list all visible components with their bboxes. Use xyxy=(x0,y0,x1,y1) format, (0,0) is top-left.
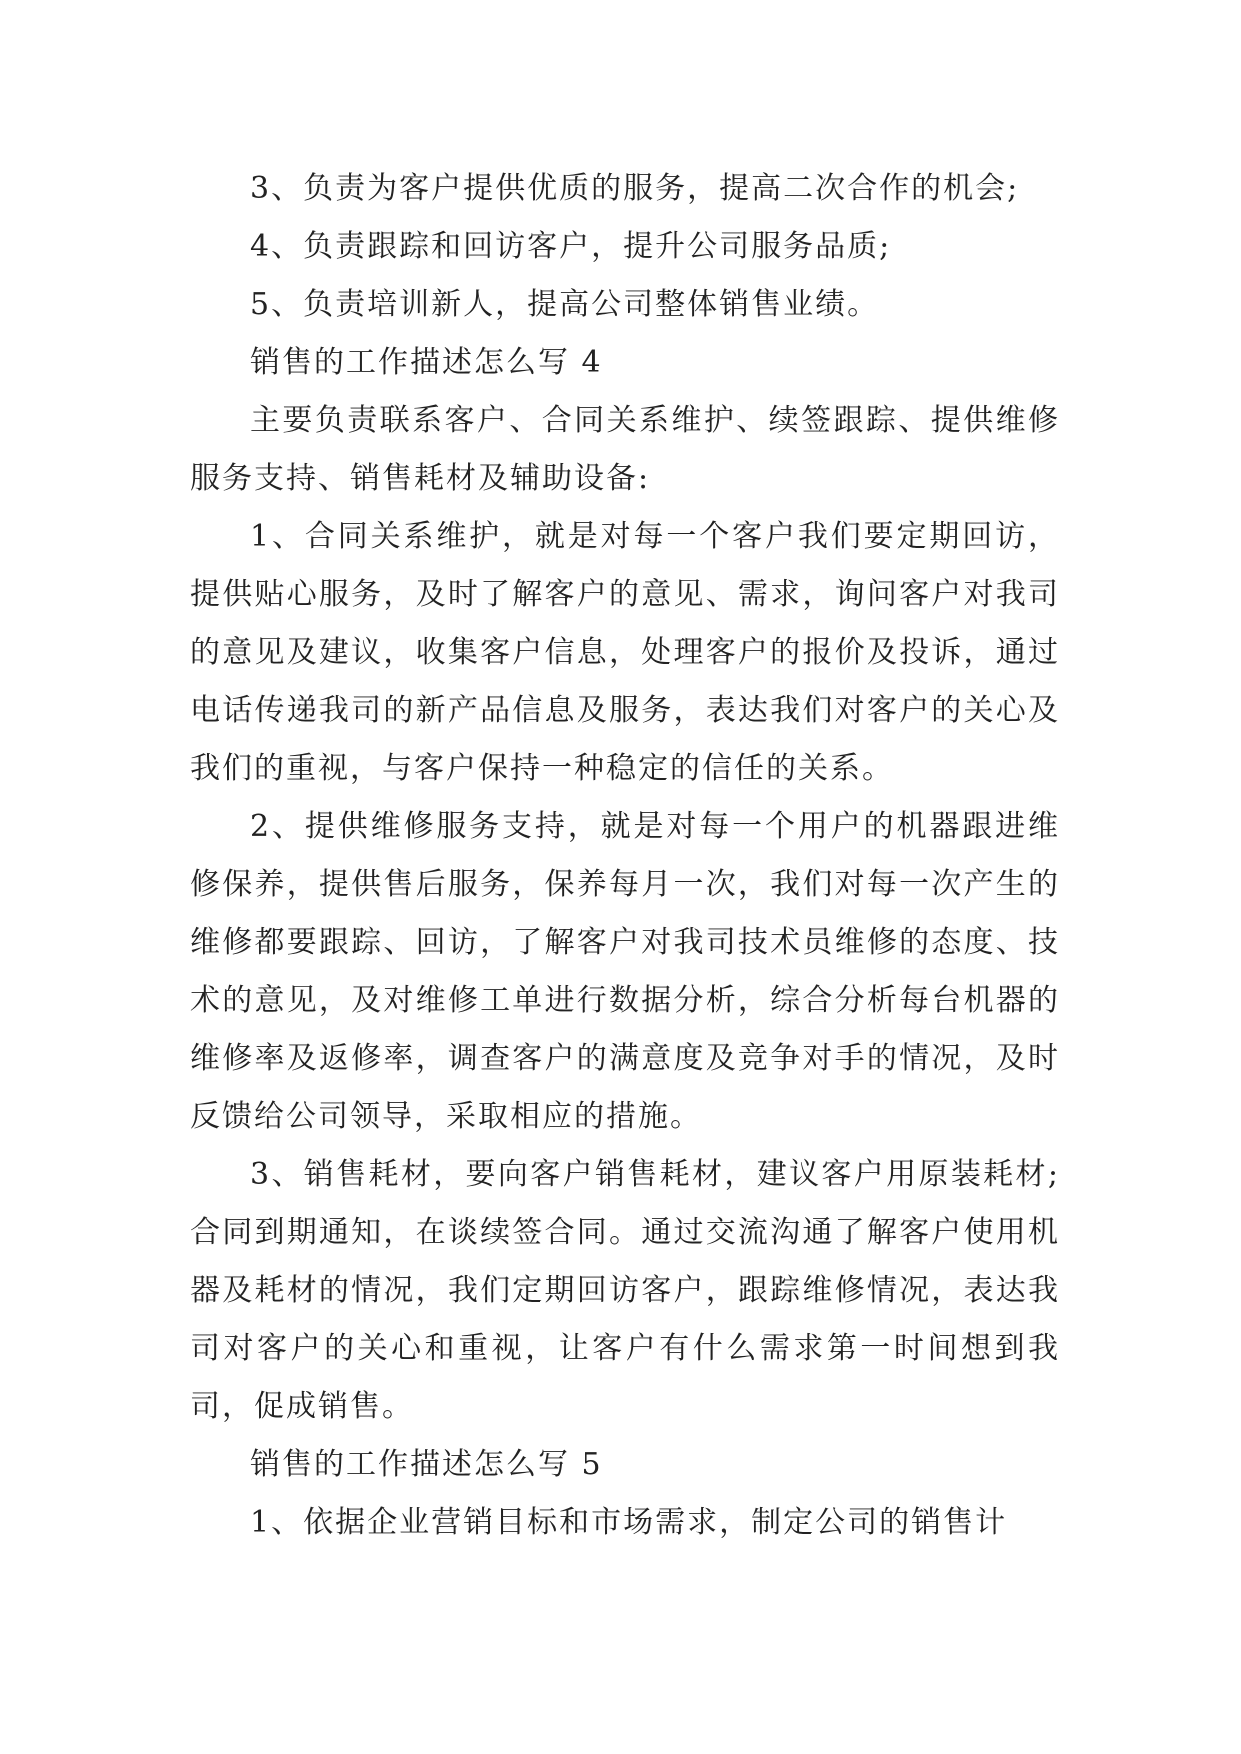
paragraph-duty-4: 4、负责跟踪和回访客户，提升公司服务品质; xyxy=(250,229,892,264)
paragraph-duty-5: 5、负责培训新人，提高公司整体销售业绩。 xyxy=(250,287,880,322)
document-body xyxy=(190,160,1060,1552)
section-heading-4: 销售的工作描述怎么写 4 xyxy=(250,345,603,380)
paragraph-intro: 主要负责联系客户、合同关系维护、续签跟踪、提供维修服务支持、销售耗材及辅助设备: xyxy=(190,403,1060,496)
section-heading-5: 销售的工作描述怎么写 5 xyxy=(250,1447,603,1482)
paragraph-consumables: 3、销售耗材，要向客户销售耗材，建议客户用原装耗材;合同到期通知，在谈续签合同。通过交流沟通了解客户使用机器及耗材的情况，我们定期回访客户，跟踪维修情况，表达我司对客户的关心和重视，让客户有什么需求第一时间想到我司，促成销售。 xyxy=(190,1157,1060,1424)
paragraph-contract-maintenance: 1、合同关系维护，就是对每一个客户我们要定期回访，提供贴心服务，及时了解客户的意见、需求，询问客户对我司的意见及建议，收集客户信息，处理客户的报价及投诉，通过电话传递我司的新产品信息及服务，表达我们对客户的关心及我们的重视，与客户保持一种稳定的信任的关系。 xyxy=(190,519,1060,786)
paragraph-repair-support: 2、提供维修服务支持，就是对每一个用户的机器跟进维修保养，提供售后服务，保养每月一次，我们对每一次产生的维修都要跟踪、回访，了解客户对我司技术员维修的态度、技术的意见，及对维修工单进行数据分析，综合分析每台机器的维修率及返修率，调查客户的满意度及竞争对手的情况，及时反馈给公司领导，采取相应的措施。 xyxy=(190,809,1060,1134)
paragraph-sales-plan: 1、依据企业营销目标和市场需求，制定公司的销售计 xyxy=(250,1505,1008,1540)
paragraph-duty-3: 3、负责为客户提供优质的服务，提高二次合作的机会; xyxy=(250,171,1020,206)
